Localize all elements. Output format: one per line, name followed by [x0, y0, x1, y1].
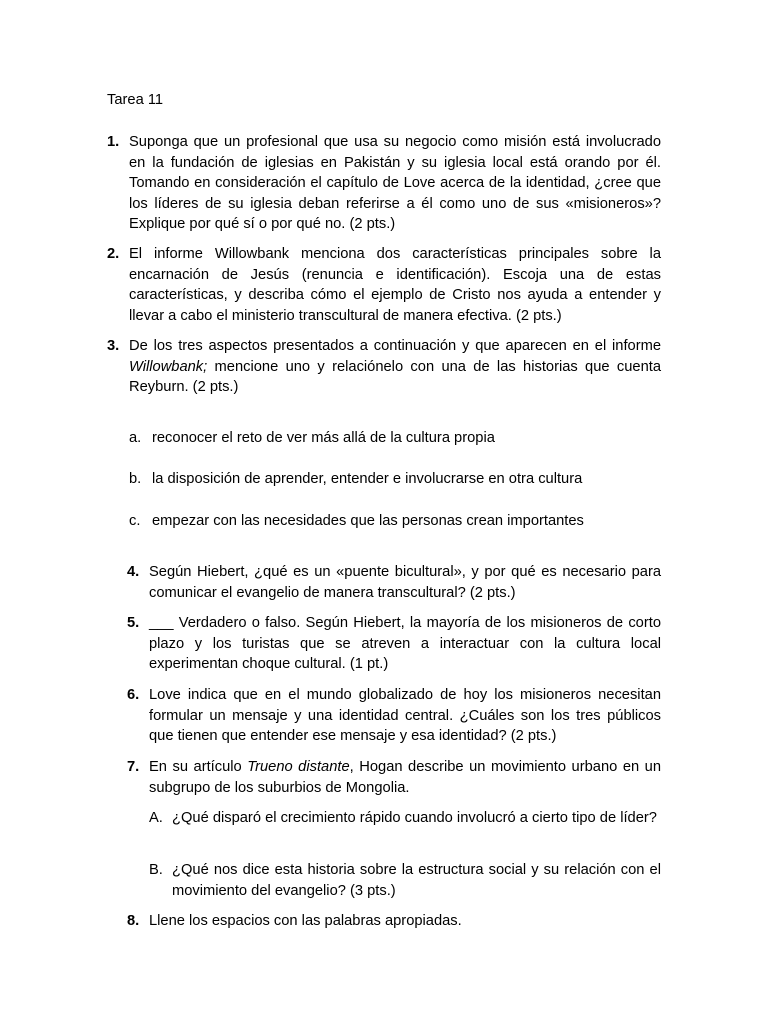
option-letter: B. [149, 862, 163, 878]
question-text [149, 757, 661, 798]
question-6 [127, 685, 661, 747]
option-letter: b. [129, 471, 142, 487]
question-text: Llene los espacios con las palabras apropiadas. [149, 913, 462, 929]
question-text: Según Hiebert, ¿qué es un «puente bicultural», y por qué es necesario para comunicar el evangelio de manera transcultural? (2 pts.) [149, 564, 661, 601]
question-number: 1. [107, 134, 120, 150]
question-text-part: En su artículo [149, 759, 248, 775]
question-number: 4. [127, 564, 140, 580]
option-a [129, 428, 669, 449]
question-4 [127, 562, 661, 603]
question-8 [127, 911, 661, 932]
question-text-part: mencione uno y relaciónelo con una de las historias que cuenta Reyburn. (2 pts.) [129, 358, 661, 395]
question-number: 3. [107, 338, 120, 354]
option-B [149, 860, 661, 901]
question-number: 5. [127, 615, 140, 631]
option-text: reconocer el reto de ver más allá de la cultura propia [152, 430, 495, 446]
question-text-italic: Trueno distante [247, 759, 350, 775]
option-letter: A. [149, 810, 163, 826]
question-number: 6. [127, 687, 140, 703]
question-1 [107, 132, 661, 235]
question-number: 7. [127, 759, 140, 775]
option-text: ¿Qué nos dice esta historia sobre la estructura social y su relación con el movimiento del evangelio? (3 pts.) [172, 862, 661, 899]
question-number: 8. [127, 913, 140, 929]
option-text: empezar con las necesidades que las personas crean importantes [152, 513, 584, 529]
question-text: El informe Willowbank menciona dos características principales sobre la encarnación de Jesús (renuncia e identificación). Escoja una de estas características, y describa cómo el ejemplo de Cristo nos ayuda a entender y llevar a cabo el ministerio transcultural de manera efectiva. (2 pts.) [129, 246, 661, 324]
option-c [129, 511, 669, 532]
question-text-part: De los tres aspectos presentados a continuación y que aparecen en el informe [129, 338, 661, 354]
option-A [149, 808, 661, 829]
question-3 [107, 336, 661, 398]
question-2 [107, 244, 661, 326]
question-text: Suponga que un profesional que usa su negocio como misión está involucrado en la fundación de iglesias en Pakistán y su iglesia local está orando por él. Tomando en consideración el capítulo de Love acerca de la identidad, ¿cree que los líderes de su iglesia deban referirse a él como uno de sus «misioneros»? Explique por qué sí o por qué no. (2 pts.) [129, 134, 661, 232]
question-text-italic: Willowbank; [129, 358, 208, 375]
option-text: la disposición de aprender, entender e involucrarse en otra cultura [152, 471, 583, 487]
option-text: ¿Qué disparó el crecimiento rápido cuando involucró a cierto tipo de líder? [172, 810, 657, 826]
question-7 [127, 757, 661, 798]
option-b [129, 469, 669, 490]
option-letter: c. [129, 513, 141, 529]
question-text: ___ Verdadero o falso. Según Hiebert, la mayoría de los misioneros de corto plazo y los turistas que se atreven a interactuar con la cultura local experimentan choque cultural. (1 pt.) [149, 615, 661, 672]
question-5 [127, 613, 661, 675]
document-title: Tarea 11 [107, 92, 164, 108]
question-text-part: , Hogan describe un movimiento urbano en un subgrupo de los suburbios de Mongolia. [149, 759, 662, 796]
question-text: Love indica que en el mundo globalizado de hoy los misioneros necesitan formular un mensaje y una identidad central. ¿Cuáles son los tres públicos que tienen que entender ese mensaje y esa identidad? (2 pts.) [149, 687, 661, 744]
option-letter: a. [129, 430, 142, 446]
question-text [129, 336, 661, 398]
question-number: 2. [107, 246, 120, 262]
